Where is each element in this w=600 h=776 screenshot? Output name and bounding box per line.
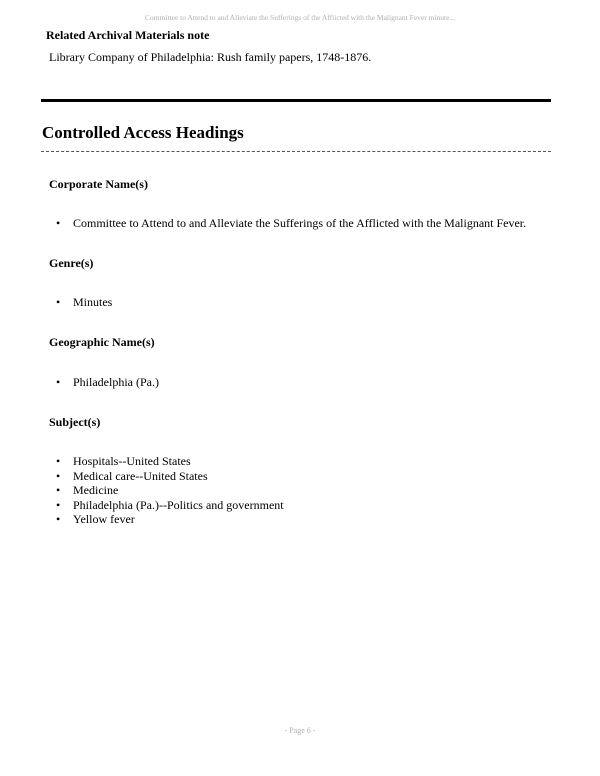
bullet-icon: • [56, 468, 61, 483]
bullet-icon: • [56, 483, 61, 497]
list-item-text: Medicine [73, 483, 119, 497]
list-item [56, 498, 284, 513]
list-item [56, 454, 284, 469]
geographic-names-heading: Geographic Name(s) [49, 335, 155, 349]
list-item [56, 512, 284, 527]
controlled-access-title: Controlled Access Headings [42, 123, 244, 142]
bullet-icon: • [56, 497, 61, 512]
list-item-text: Hospitals--United States [73, 454, 191, 468]
list-item-text: Committee to Attend to and Alleviate the Sufferings of the Afflicted with the Malignant Fever. [73, 216, 527, 230]
list-item-text: Medical care--United States [73, 468, 208, 483]
bullet-icon: • [56, 295, 61, 309]
list-item [56, 483, 284, 498]
list-item [56, 295, 112, 310]
list-item-text: Yellow fever [73, 512, 135, 526]
related-materials-text: Library Company of Philadelphia: Rush family papers, 1748-1876. [49, 50, 372, 64]
dashed-divider [41, 151, 551, 152]
genres-list [56, 295, 112, 310]
page-number: - Page 6 - [284, 726, 316, 735]
running-header: Committee to Attend to and Alleviate the Sufferings of the Afflicted with the Malignant Fever minute... [144, 13, 456, 22]
corporate-names-heading: Corporate Name(s) [49, 177, 148, 191]
related-materials-heading: Related Archival Materials note [46, 28, 210, 42]
bullet-icon: • [56, 512, 61, 526]
genres-heading: Genre(s) [49, 256, 94, 270]
bullet-icon: • [56, 216, 61, 230]
bullet-icon: • [56, 454, 61, 468]
list-item [56, 375, 159, 390]
corporate-names-list [56, 216, 526, 231]
geographic-names-list [56, 375, 159, 390]
list-item [56, 469, 284, 484]
list-item-text: Philadelphia (Pa.) [73, 375, 159, 389]
list-item [56, 216, 526, 231]
bullet-icon: • [56, 375, 61, 389]
subjects-list [56, 454, 284, 527]
subjects-heading: Subject(s) [49, 415, 101, 429]
list-item-text: Minutes [73, 295, 113, 309]
section-divider [41, 99, 551, 102]
list-item-text: Philadelphia (Pa.)--Politics and government [73, 497, 284, 512]
